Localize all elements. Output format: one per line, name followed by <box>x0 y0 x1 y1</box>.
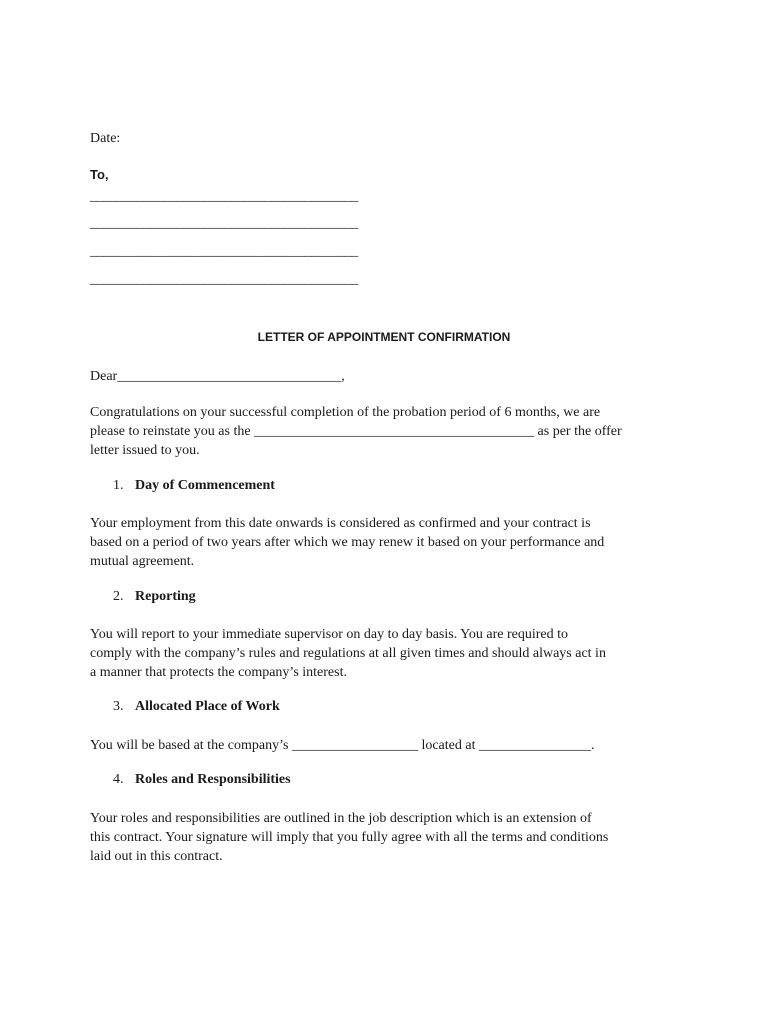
address-line: ________________________________________ <box>90 216 359 231</box>
section-number: 1. <box>113 478 124 493</box>
paragraph-line: this contract. Your signature will imply that you fully agree with all the terms and conditions <box>90 830 609 845</box>
salutation: Dear________________________________, <box>90 369 345 384</box>
section-title: Allocated Place of Work <box>135 699 280 714</box>
intro-paragraph <box>90 403 690 460</box>
address-line: ________________________________________ <box>90 189 359 204</box>
section-title: Day of Commencement <box>135 478 275 493</box>
section-number: 2. <box>113 589 124 604</box>
paragraph-line: Your roles and responsibilities are outlined in the job description which is an extension of <box>90 811 592 826</box>
date-label: Date: <box>90 131 121 146</box>
section-heading-day-of-commencement <box>113 478 275 494</box>
paragraph-line: laid out in this contract. <box>90 849 223 864</box>
paragraph-line: letter issued to you. <box>90 443 200 458</box>
paragraph-line: comply with the company’s rules and regulations at all given times and should always act in <box>90 646 606 661</box>
section-heading-reporting <box>113 589 196 605</box>
section-paragraph <box>90 514 690 571</box>
section-title: Roles and Responsibilities <box>135 772 291 787</box>
paragraph-line: mutual agreement. <box>90 554 195 569</box>
section-paragraph <box>90 809 690 866</box>
section-number: 4. <box>113 772 124 787</box>
section-paragraph <box>90 625 690 682</box>
address-line: ________________________________________ <box>90 244 359 259</box>
section-title: Reporting <box>135 589 196 604</box>
section-heading-roles-and-responsibilities <box>113 772 291 788</box>
paragraph-line: You will be based at the company’s __________________ located at ________________. <box>90 738 595 753</box>
section-paragraph <box>90 736 690 755</box>
section-number: 3. <box>113 699 124 714</box>
address-line: ________________________________________ <box>90 272 359 287</box>
paragraph-line: based on a period of two years after which we may renew it based on your performance and <box>90 535 605 550</box>
section-heading-allocated-place-of-work <box>113 699 280 715</box>
paragraph-line: a manner that protects the company’s interest. <box>90 665 347 680</box>
paragraph-line: Congratulations on your successful completion of the probation period of 6 months, we are <box>90 405 601 420</box>
letter-title: LETTER OF APPOINTMENT CONFIRMATION <box>257 330 511 344</box>
paragraph-line: Your employment from this date onwards is considered as confirmed and your contract is <box>90 516 591 531</box>
paragraph-line: You will report to your immediate supervisor on day to day basis. You are required to <box>90 627 569 642</box>
paragraph-line: please to reinstate you as the ________________________________________ as per the offer <box>90 424 622 439</box>
to-label: To, <box>90 167 109 182</box>
